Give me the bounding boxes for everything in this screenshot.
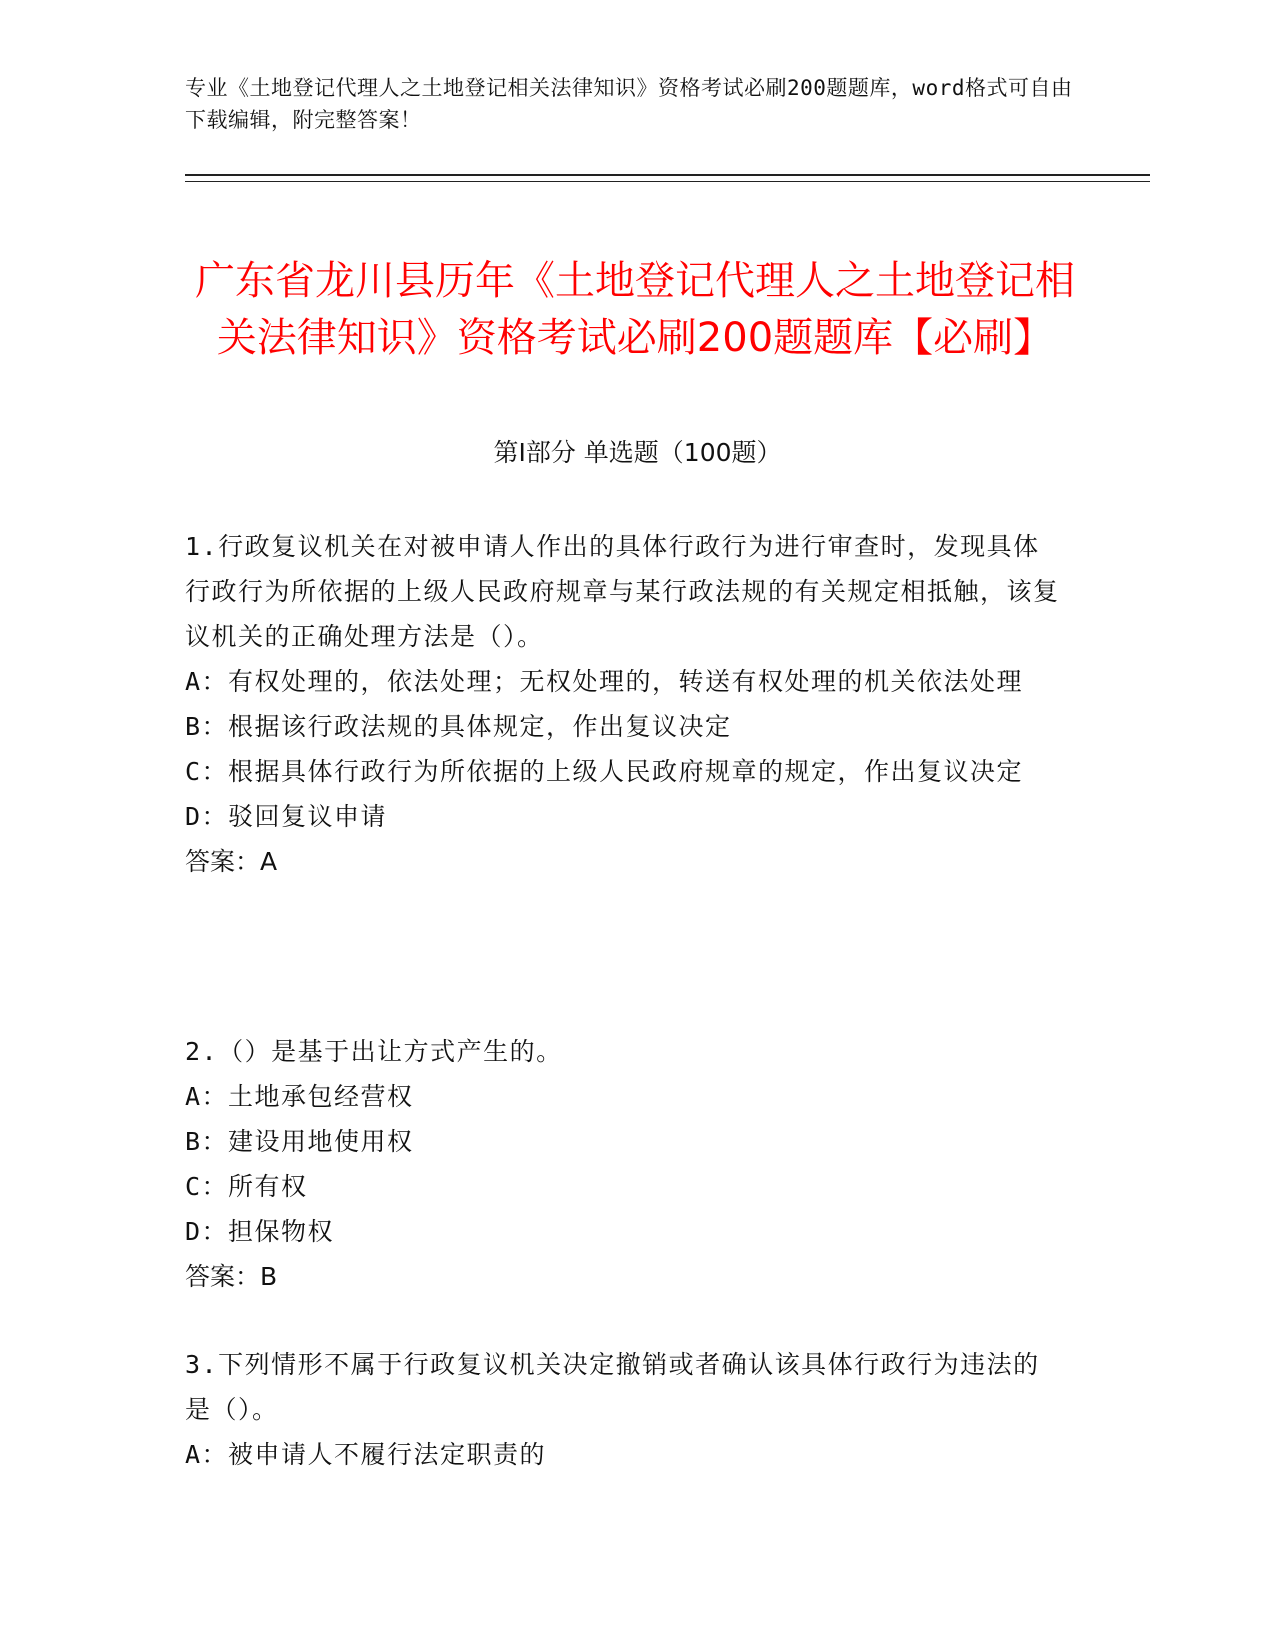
header-note: 专业《土地登记代理人之土地登记相关法律知识》资格考试必刷200题题库，word格式可自由下载编辑，附完整答案！ xyxy=(185,76,1073,132)
answer-line: 答案：A xyxy=(185,847,278,876)
option-a: A：有权处理的，依法处理；无权处理的，转送有权处理的机关依法处理 xyxy=(185,667,1024,696)
option-c: C：所有权 xyxy=(185,1172,308,1201)
option-b: B：建设用地使用权 xyxy=(185,1127,414,1156)
question-stem: 1.行政复议机关在对被申请人作出的具体行政行为进行审查时，发现具体行政行为所依据的上级人民政府规章与某行政法规的有关规定相抵触，该复议机关的正确处理方法是（）。 xyxy=(185,532,1060,651)
question-1 xyxy=(185,524,1065,884)
header-divider-thin xyxy=(185,181,1150,182)
answer-line: 答案：B xyxy=(185,1262,278,1291)
header-divider-thick xyxy=(185,174,1150,176)
option-a: A：土地承包经营权 xyxy=(185,1082,414,1111)
option-d: D：驳回复议申请 xyxy=(185,802,388,831)
question-3 xyxy=(185,1342,1065,1477)
option-a: A：被申请人不履行法定职责的 xyxy=(185,1440,547,1469)
question-2 xyxy=(185,1029,1065,1299)
question-stem: 3.下列情形不属于行政复议机关决定撤销或者确认该具体行政行为违法的是（）。 xyxy=(185,1350,1040,1424)
option-c: C：根据具体行政行为所依据的上级人民政府规章的规定，作出复议决定 xyxy=(185,757,1024,786)
section-title: 第Ⅰ部分 单选题（100题） xyxy=(493,438,782,467)
question-stem: 2.（）是基于出让方式产生的。 xyxy=(185,1037,563,1066)
option-d: D：担保物权 xyxy=(185,1217,335,1246)
option-b: B：根据该行政法规的具体规定，作出复议决定 xyxy=(185,712,732,741)
document-title: 广东省龙川县历年《土地登记代理人之土地登记相关法律知识》资格考试必刷200题题库【必刷】 xyxy=(195,257,1075,361)
